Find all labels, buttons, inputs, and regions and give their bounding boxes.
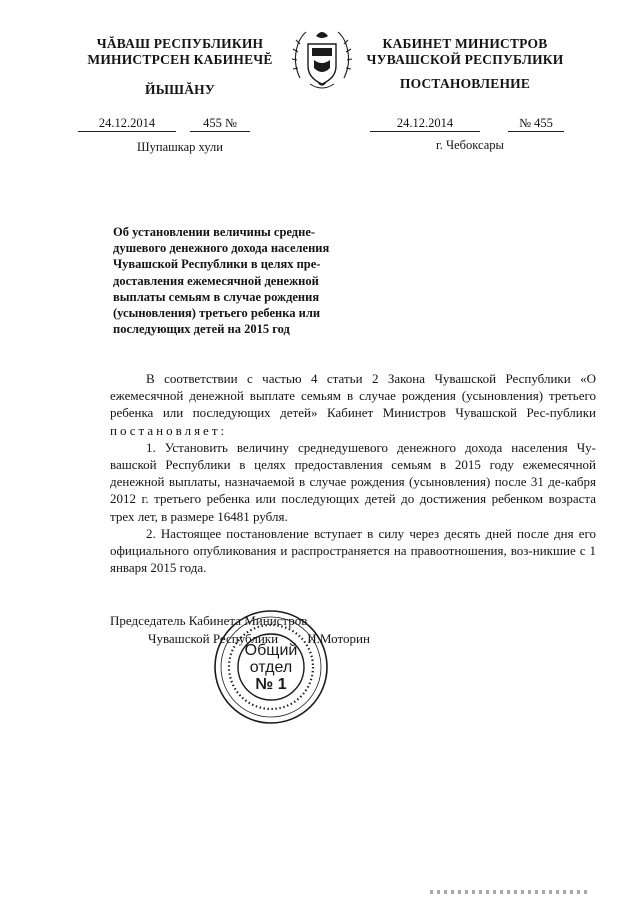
official-stamp — [212, 608, 330, 726]
header-left-number: 455 № — [190, 116, 250, 132]
intro-paragraph — [110, 370, 596, 439]
item-1-paragraph: 1. Установить величину среднедушевого денежного дохода населения Чу-вашской Республики в целях предоставления семьям в 2015 году ежемесячной денежной выплаты, назначаемой в случае рождения (усыновления) после 31 де-кабря 2012 г. третьего ребенка или последующих детей до достижения ребенком возраста трех лет, в размере 16481 рубля. — [110, 439, 596, 524]
intro-text: В соответствии с частью 4 статьи 2 Закона Чувашской Республики «О ежемесячной денежной выплате семьям в случае рождения (усыновления) третьего ребенка или последующих детей» Кабинет Министров Чувашской Рес-публики — [110, 371, 596, 421]
header-right-line1: КАБИНЕТ МИНИСТРОВ — [382, 36, 548, 51]
header-left-date-row — [78, 116, 288, 132]
stamp-text — [238, 642, 304, 693]
header-left-org — [75, 36, 285, 68]
header-left-date: 24.12.2014 — [78, 116, 176, 132]
header-right-doc-type: ПОСТАНОВЛЕНИЕ — [399, 76, 531, 91]
decree-word: постановляет: — [110, 422, 228, 438]
header-left-doc-type: ЙЫШĂНУ — [145, 82, 215, 97]
stamp-line1: Общий — [244, 642, 298, 659]
header-left-place: Шупашкар хули — [137, 140, 223, 154]
header-left-line1: ЧĂВАШ РЕСПУБЛИКИН — [96, 36, 264, 51]
header-right-line2: ЧУВАШСКОЙ РЕСПУБЛИКИ — [366, 52, 564, 67]
emblem-icon — [288, 22, 356, 94]
signature-position-text: Чувашской Республики — [148, 631, 279, 646]
title-line: выплаты семьям в случае рождения — [113, 289, 320, 304]
document-title — [113, 224, 345, 337]
title-line: (усыновления) третьего ребенка или — [113, 306, 321, 321]
stamp-line2: отдел — [249, 659, 293, 676]
scan-edge-mark — [430, 890, 590, 894]
title-line: Об установлении величины средне- — [113, 225, 316, 239]
item-2-paragraph: 2. Настоящее постановление вступает в силу через десять дней после дня его официального опубликования и распространяется на правоотношения, воз-никшие с 1 января 2015 года. — [110, 525, 596, 576]
document-body — [110, 370, 596, 576]
title-line: Чувашской Республики в целях пре- — [113, 257, 321, 272]
header-right-place: г. Чебоксары — [436, 138, 504, 152]
title-line: доставления ежемесячной денежной — [113, 273, 319, 288]
header-left-line2: МИНИСТРСЕН КАБИНЕЧĔ — [87, 52, 273, 67]
stamp-line3: № 1 — [255, 676, 287, 693]
header-right-date-row — [370, 116, 570, 132]
signature-name: И.Моторин — [307, 631, 370, 646]
header-right-number: № 455 — [508, 116, 564, 132]
header-right-org — [360, 36, 570, 68]
title-line: последующих детей на 2015 год — [113, 322, 290, 337]
title-line: душевого денежного дохода населения — [113, 241, 330, 256]
header-right-date: 24.12.2014 — [370, 116, 480, 132]
signature-position-line1: Председатель Кабинета Министров — [110, 613, 308, 628]
